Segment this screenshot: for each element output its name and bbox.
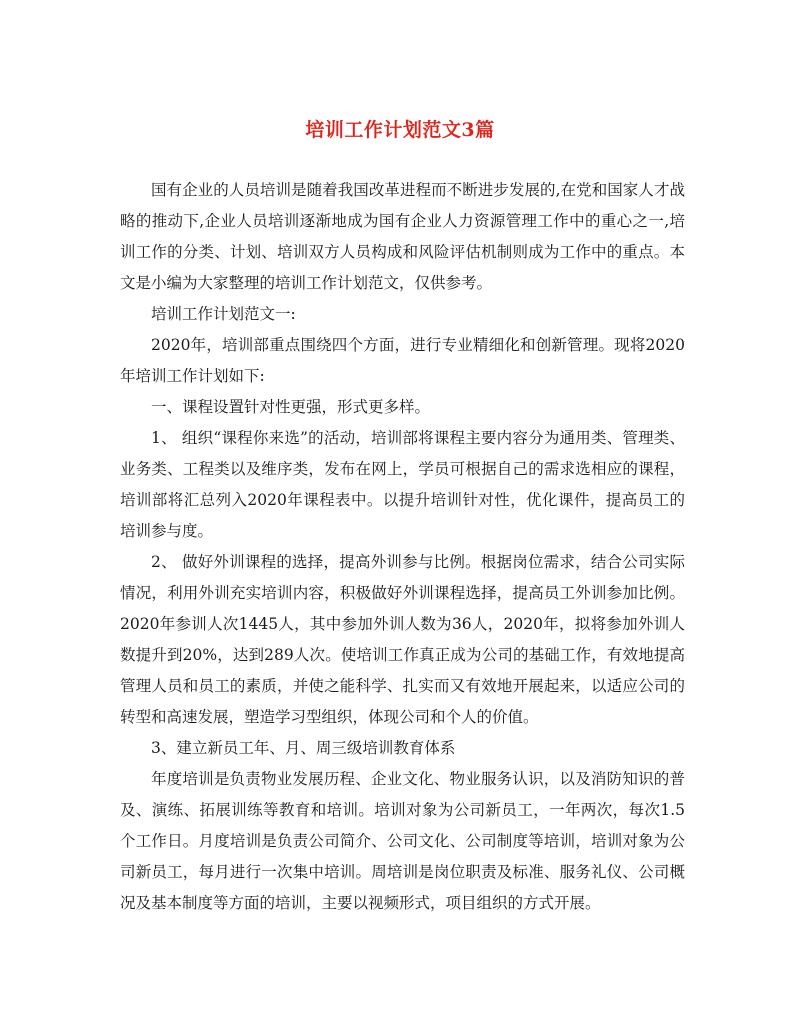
- item-1-paragraph: 1、 组织“课程你来选”的活动，培训部将课程主要内容分为通用类、管理类、业务类、工程类以及维序类，发布在网上，学员可根据自己的需求选相应的课程，培训部将汇总列入2020年课程表中。以提升培训针对性，优化课件，提高员工的培训参与度。: [120, 429, 685, 540]
- plan-overview-paragraph: 2020年，培训部重点围绕四个方面，进行专业精细化和创新管理。现将2020年培训工作计划如下:: [120, 336, 685, 385]
- item-3-heading: 3、建立新员工年、月、周三级培训教育体系: [151, 739, 456, 757]
- document-body: [120, 175, 685, 919]
- annual-training-paragraph: 年度培训是负责物业发展历程、企业文化、物业服务认识，以及消防知识的普及、演练、拓展训练等教育和培训。培训对象为公司新员工，一年两次，每次1.5个工作日。月度培训是负责公司简介、公司文化、公司制度等培训，培训对象为公司新员工，每月进行一次集中培训。周培训是岗位职责及标准、服务礼仪、公司概况及基本制度等方面的培训，主要以视频形式，项目组织的方式开展。: [120, 770, 685, 912]
- intro-paragraph: 国有企业的人员培训是随着我国改革进程而不断进步发展的,在党和国家人才战略的推动下,企业人员培训逐渐地成为国有企业人力资源管理工作中的重心之一,培训工作的分类、计划、培训双方人员构成和风险评估机制则成为工作中的重点。本文是小编为大家整理的培训工作计划范文，仅供参考。: [120, 181, 685, 292]
- document-title: 培训工作计划范文3篇: [305, 119, 495, 141]
- section-heading-course-setting: 一、课程设置针对性更强，形式更多样。: [151, 398, 431, 416]
- item-2-paragraph: 2、 做好外训课程的选择，提高外训参与比例。根据岗位需求，结合公司实际情况，利用外训充实培训内容，积极做好外训课程选择，提高员工外训参加比例。2020年参训人次1445人，其中参加外训人数为36人，2020年，拟将参加外训人数提升到20%，达到289人次。使培训工作真正成为公司的基础工作，有效地提高管理人员和员工的素质，并使之能科学、扎实而又有效地开展起来，以适应公司的转型和高速发展，塑造学习型组织，体现公司和个人的价值。: [120, 553, 685, 726]
- section-heading-sample-one: 培训工作计划范文一:: [151, 305, 296, 323]
